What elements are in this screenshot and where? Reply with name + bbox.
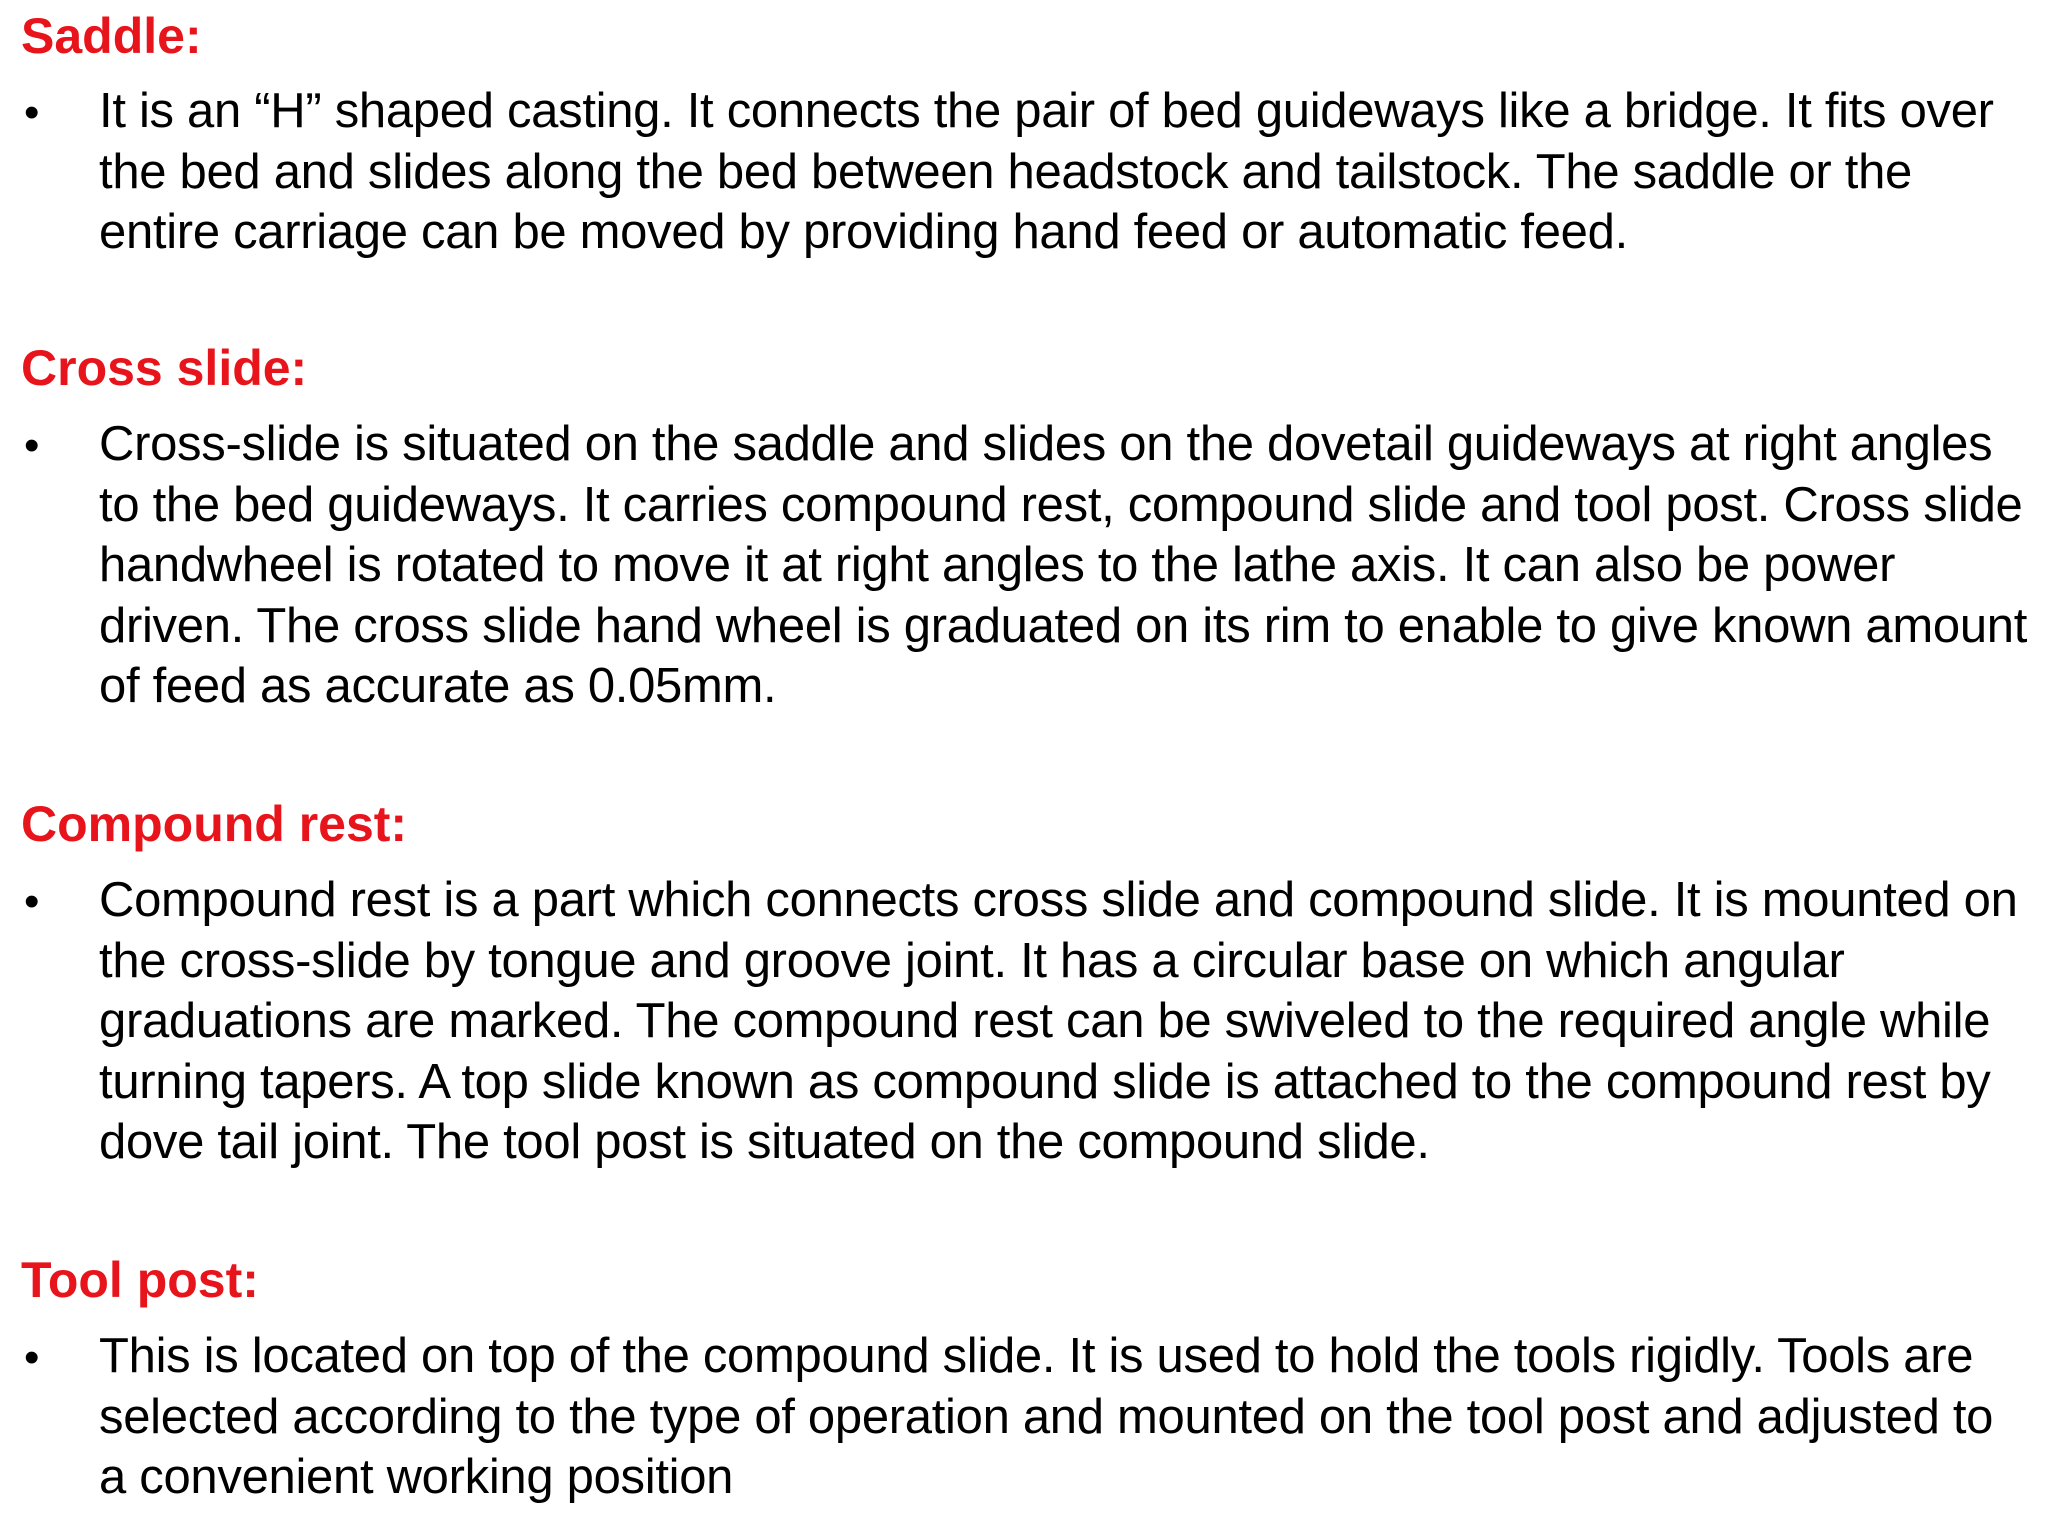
heading-tool-post: Tool post:: [21, 1252, 259, 1308]
heading-compound-rest: Compound rest:: [21, 796, 408, 852]
bullet-text-tool-post: This is located on top of the compound slide. It is used to hold the tools rigidly. Tools are selected according to the type of operation and mounted on the tool post and adjusted to a convenient working position: [99, 1329, 1994, 1505]
bullet-icon: •: [24, 1333, 40, 1382]
bullet-icon: •: [24, 421, 40, 470]
bullet-text-saddle: It is an “H” shaped casting. It connects the pair of bed guideways like a bridge. It fits over the bed and slides along the bed between headstock and tailstock. The saddle or the entire carriage can be moved by providing hand feed or automatic feed.: [99, 84, 1994, 260]
heading-saddle: Saddle:: [21, 8, 202, 64]
bullet-icon: •: [24, 88, 40, 137]
bullet-text-compound-rest: Compound rest is a part which connects cross slide and compound slide. It is mounted on the cross-slide by tongue and groove joint. It has a circular base on which angular graduations are marked. The compound rest can be swiveled to the required angle while turning tapers. A top slide known as compound slide is attached to the compound rest by dove tail joint. The tool post is situated on the compound slide.: [99, 873, 2018, 1170]
bullet-icon: •: [24, 877, 40, 926]
bullet-text-cross-slide: Cross-slide is situated on the saddle and slides on the dovetail guideways at right angles to the bed guideways. It carries compound rest, compound slide and tool post. Cross slide handwheel is rotated to move it at right angles to the lathe axis. It can also be power driven. The cross slide hand wheel is graduated on its rim to enable to give known amount of feed as accurate as 0.05mm.: [99, 417, 2028, 714]
heading-cross-slide: Cross slide:: [21, 340, 308, 396]
